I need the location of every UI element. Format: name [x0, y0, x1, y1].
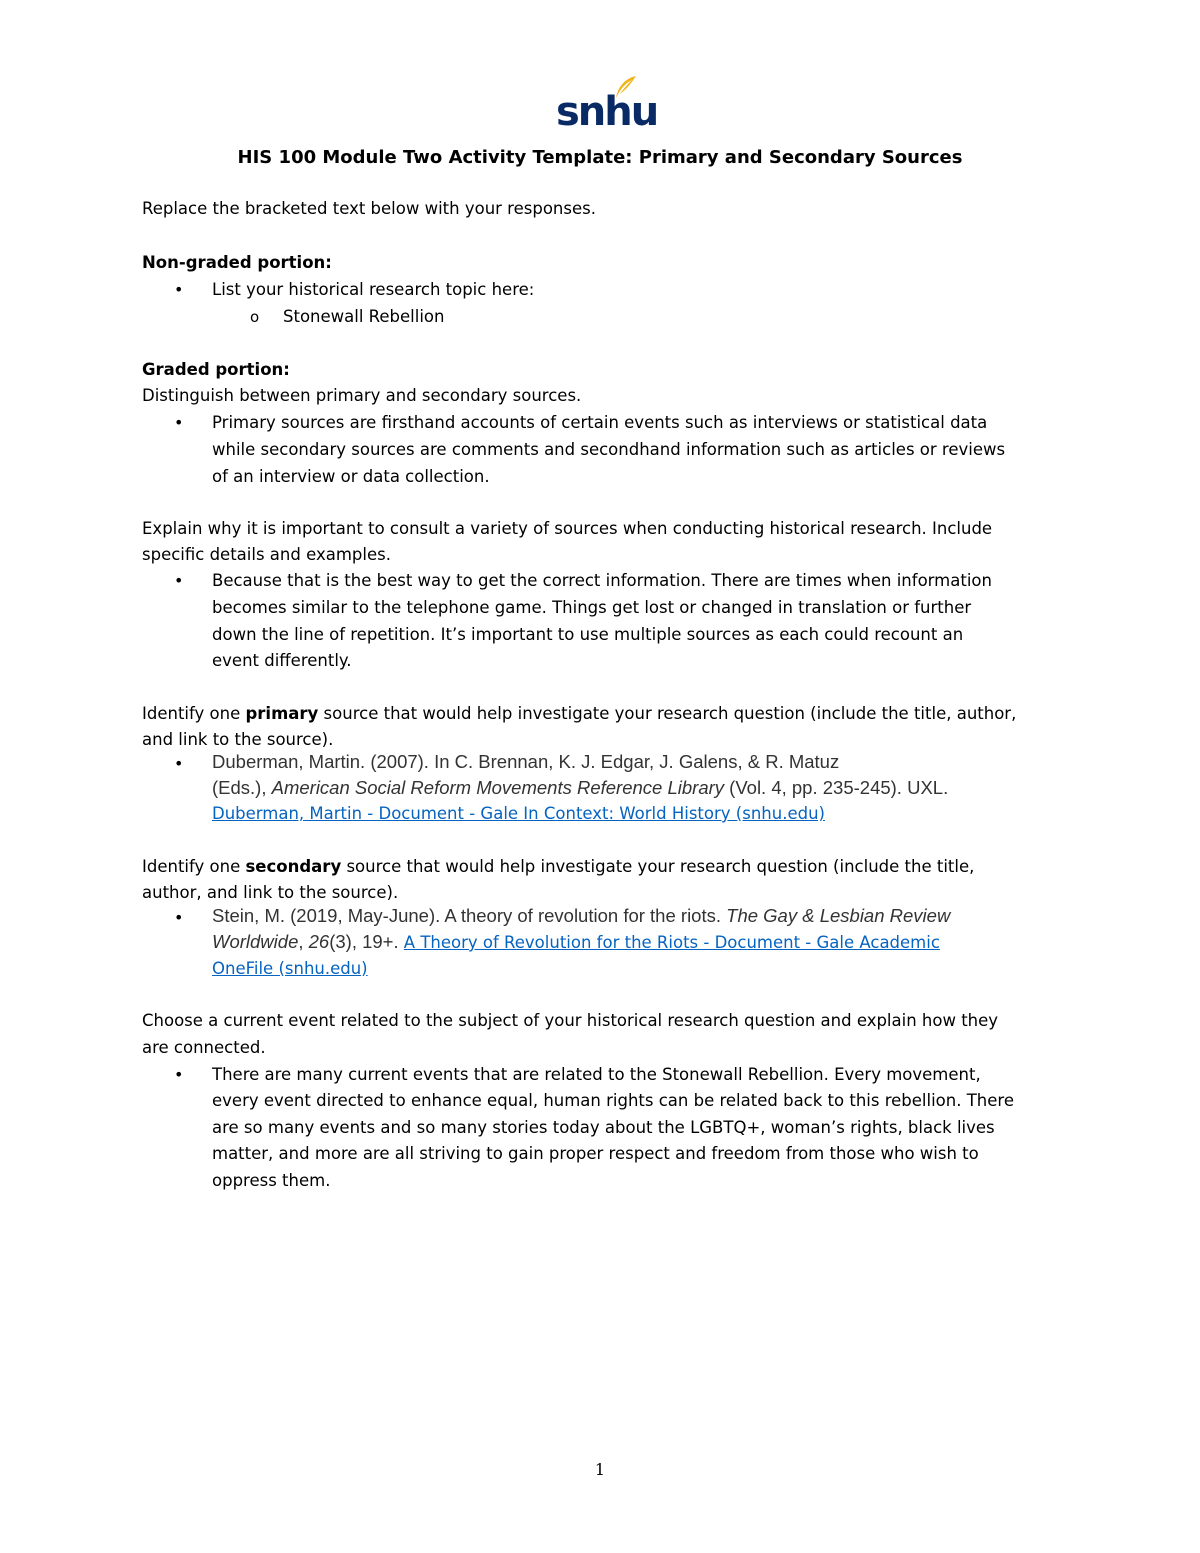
q3-bold: primary: [245, 704, 319, 723]
answer-2-line: becomes similar to the telephone game. Things get lost or changed in translation or further: [212, 598, 972, 617]
answer-2-line: event differently.: [212, 651, 352, 670]
bullet-marker: •: [174, 754, 184, 773]
answer-1-line: Primary sources are firsthand accounts of certain events such as interviews or statistical data: [212, 413, 988, 432]
answer-5-line: matter, and more are all striving to gain proper respect and freedom from those who wish to: [212, 1144, 979, 1163]
answer-2-line: down the line of repetition. It’s important to use multiple sources as each could recount an: [212, 625, 964, 644]
citation-secondary-line: [212, 929, 940, 957]
citation-text: (Vol. 4, pp. 235-245). UXL.: [724, 777, 949, 798]
q3-text: Identify one: [142, 704, 246, 723]
question-4-line: author, and link to the source).: [142, 883, 399, 902]
answer-5-line: There are many current events that are related to the Stonewall Rebellion. Every movement,: [212, 1065, 981, 1084]
question-2-line: Explain why it is important to consult a variety of sources when conducting historical research. Include: [142, 519, 993, 538]
primary-source-link[interactable]: Duberman, Martin - Document - Gale In Context: World History (snhu.edu): [212, 804, 825, 823]
answer-5-line: are so many events and so many stories today about the LGBTQ+, woman’s rights, black lives: [212, 1118, 995, 1137]
sub-bullet-marker: o: [250, 308, 260, 326]
question-2-line: specific details and examples.: [142, 545, 391, 564]
question-3-line: and link to the source).: [142, 730, 334, 749]
citation-italic: Worldwide: [212, 931, 299, 952]
bullet-marker: •: [174, 571, 184, 590]
citation-primary-line: Duberman, Martin. (2007). In C. Brennan, K. J. Edgar, J. Galens, & R. Matuz: [212, 751, 840, 772]
topic-prompt: List your historical research topic here:: [212, 280, 535, 299]
question-3-line: [142, 701, 1016, 728]
citation-primary-line: [212, 775, 948, 802]
citation-text: ,: [298, 931, 309, 952]
answer-1-line: of an interview or data collection.: [212, 467, 490, 486]
snhu-logo: [556, 74, 658, 135]
document-title: HIS 100 Module Two Activity Template: Primary and Secondary Sources: [237, 147, 963, 168]
secondary-source-link[interactable]: OneFile (snhu.edu): [212, 959, 368, 978]
answer-5-line: every event directed to enhance equal, human rights can be related back to this rebellion. There: [212, 1091, 1014, 1110]
citation-volume: 26: [308, 931, 330, 952]
question-5-line: Choose a current event related to the subject of your historical research question and explain how they: [142, 1011, 999, 1030]
q4-bold: secondary: [245, 857, 342, 876]
graded-heading: Graded portion:: [142, 360, 290, 379]
citation-text: Stein, M. (2019, May-June). A theory of revolution for the riots.: [212, 905, 727, 926]
question-1: Distinguish between primary and secondary sources.: [142, 386, 582, 405]
citation-secondary-line: [212, 903, 950, 930]
citation-italic: American Social Reform Movements Reference Library: [271, 777, 725, 798]
bullet-marker: •: [174, 413, 184, 432]
logo-wordmark: snhu: [556, 89, 658, 135]
answer-5-line: oppress them.: [212, 1171, 331, 1190]
citation-text: (3), 19+.: [329, 931, 404, 952]
secondary-source-link[interactable]: A Theory of Revolution for the Riots - Document - Gale Academic: [403, 933, 940, 952]
question-4-line: [142, 854, 974, 881]
q4-text: Identify one: [142, 857, 246, 876]
bullet-marker: •: [174, 1065, 184, 1084]
instructions: Replace the bracketed text below with your responses.: [142, 199, 596, 218]
answer-1-line: while secondary sources are comments and secondhand information such as articles or reviews: [212, 440, 1006, 459]
bullet-marker: •: [174, 908, 184, 927]
citation-text: (Eds.),: [212, 777, 272, 798]
citation-italic: The Gay & Lesbian Review: [726, 905, 951, 926]
answer-2-line: Because that is the best way to get the correct information. There are times when information: [212, 571, 992, 590]
topic-answer: Stonewall Rebellion: [283, 307, 445, 326]
bullet-marker: •: [174, 280, 184, 299]
non-graded-heading: Non-graded portion:: [142, 253, 332, 272]
q3-text: source that would help investigate your research question (include the title, author,: [318, 704, 1017, 723]
page-number: 1: [594, 1460, 606, 1479]
question-5-line: are connected.: [142, 1038, 266, 1057]
q4-text: source that would help investigate your research question (include the title,: [341, 857, 975, 876]
flame-leaf-icon: [612, 74, 638, 100]
